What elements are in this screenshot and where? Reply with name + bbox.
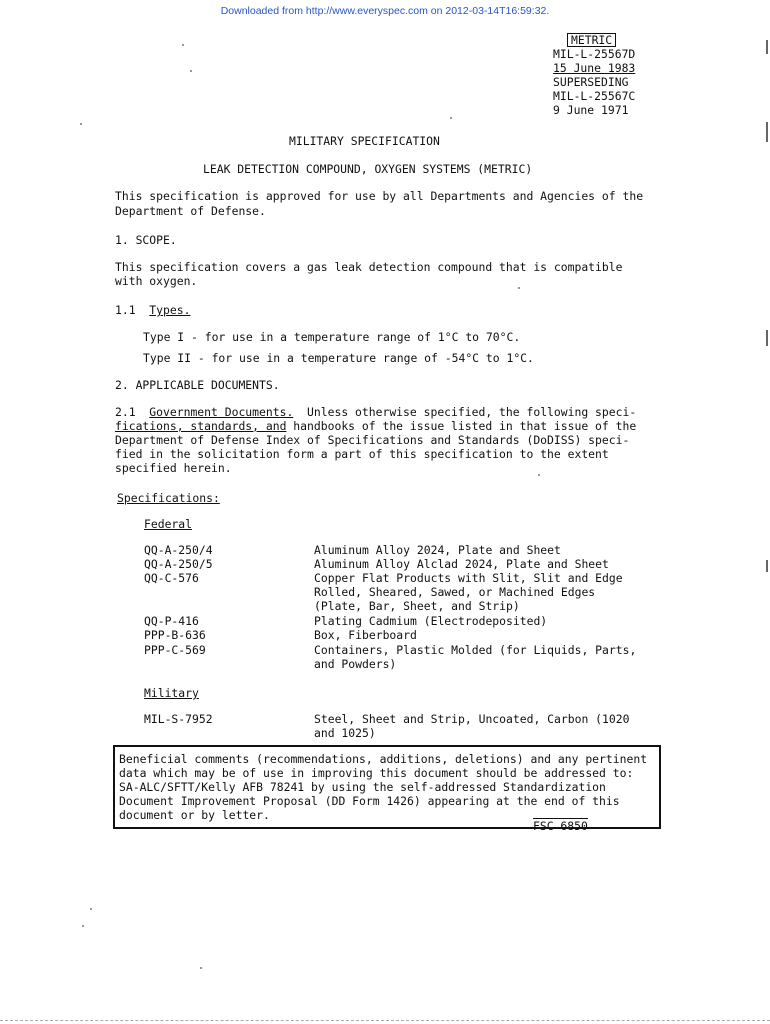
type-2: Type II - for use in a temperature range of -54°C to 1°C. [143,351,534,365]
scan-speck [80,123,82,125]
superseded-date: 9 June 1971 [553,103,629,117]
approval-line-2: Department of Defense. [115,204,266,218]
federal-item-title: and Powders) [314,657,397,671]
federal-item-title: Rolled, Sheared, Sawed, or Machined Edges [314,585,596,599]
applicable-heading: 2. APPLICABLE DOCUMENTS. [115,378,280,392]
approval-line-1: This specification is approved for use by all Departments and Agencies of the [115,189,644,203]
superseding-label: SUPERSEDING [553,75,629,89]
scan-speck [450,117,452,119]
notice-line: Document Improvement Proposal (DD Form 1426) appearing at the end of this [119,794,620,808]
scan-speck [82,925,84,927]
scan-speck [182,44,184,46]
scan-edge-mark [766,122,768,142]
doc-date: 15 June 1983 [553,61,636,75]
federal-item-title: (Plate, Bar, Sheet, and Strip) [314,599,520,613]
federal-item-title: Box, Fiberboard [314,628,417,642]
gov-docs-text-2a: fications, standards, and [115,419,287,433]
scope-text-1: This specification covers a gas leak detection compound that is compatible [115,260,623,274]
scope-heading: 1. SCOPE. [115,233,177,247]
federal-item-number: QQ-A-250/4 [144,543,213,557]
types-heading: Types. [149,303,191,317]
federal-item-number: QQ-P-416 [144,614,199,628]
military-heading: Military [144,686,199,700]
notice-line: data which may be of use in improving this document should be addressed to: [119,766,634,780]
federal-heading: Federal [144,517,193,531]
spec-subject: LEAK DETECTION COMPOUND, OXYGEN SYSTEMS (METRIC) [203,162,533,176]
scan-bottom-edge [0,1020,770,1021]
gov-docs-line-5: specified herein. [115,461,232,475]
scan-speck [190,70,192,72]
notice-line: Beneficial comments (recommendations, additions, deletions) and any pertinent [119,752,648,766]
gov-docs-line-4: fied in the solicitation form a part of this specification to the extent [115,447,609,461]
comments-notice [119,752,654,822]
federal-item-number: QQ-A-250/5 [144,557,213,571]
gov-docs-text-2b: handbooks of the issue listed in that issue of the [286,419,637,433]
federal-item-number: QQ-C-576 [144,571,199,585]
scan-edge-mark [766,40,768,54]
federal-item-title: Aluminum Alloy 2024, Plate and Sheet [314,543,561,557]
scan-edge-mark [766,560,768,572]
spec-title: MILITARY SPECIFICATION [289,134,440,148]
scan-edge-mark [766,330,768,346]
superseded-number: MIL-L-25567C [553,89,636,103]
gov-docs-line-2 [115,419,636,433]
fsc-code: FSC 6850 [533,819,588,833]
gov-docs-number: 2.1 [115,405,136,419]
scan-speck [200,967,202,969]
document-header [553,33,643,117]
types-number: 1.1 [115,303,136,317]
military-item-title: Steel, Sheet and Strip, Uncoated, Carbon (1020 [314,712,630,726]
military-item-title: and 1025) [314,726,376,740]
doc-number: MIL-L-25567D [553,47,636,61]
federal-item-title: Plating Cadmium (Electrodeposited) [314,614,548,628]
federal-item-number: PPP-C-569 [144,643,206,657]
gov-docs-heading: Government Documents. [149,405,294,419]
notice-line: SA-ALC/SFTT/Kelly AFB 78241 by using the self-addressed Standardization [119,780,606,794]
gov-docs-line-1 [115,405,636,419]
notice-line: document or by letter. [119,808,270,822]
types-section [115,303,190,317]
federal-item-title: Containers, Plastic Molded (for Liquids, Parts, [314,643,637,657]
scope-text-2: with oxygen. [115,274,198,288]
federal-item-title: Copper Flat Products with Slit, Slit and Edge [314,571,623,585]
specifications-heading: Specifications: [117,491,220,505]
federal-item-title: Aluminum Alloy Alclad 2024, Plate and Sheet [314,557,609,571]
federal-item-number: PPP-B-636 [144,628,206,642]
download-banner: Downloaded from http://www.everyspec.com on 2012-03-14T16:59:32. [220,5,550,17]
scan-speck [538,474,540,476]
scan-speck [90,908,92,910]
gov-docs-line-3: Department of Defense Index of Specifications and Standards (DoDISS) speci- [115,433,630,447]
scan-speck [518,287,520,289]
gov-docs-text-1: Unless otherwise specified, the following speci- [293,405,637,419]
military-item-number: MIL-S-7952 [144,712,213,726]
metric-badge: METRIC [567,33,616,47]
type-1: Type I - for use in a temperature range of 1°C to 70°C. [143,330,521,344]
